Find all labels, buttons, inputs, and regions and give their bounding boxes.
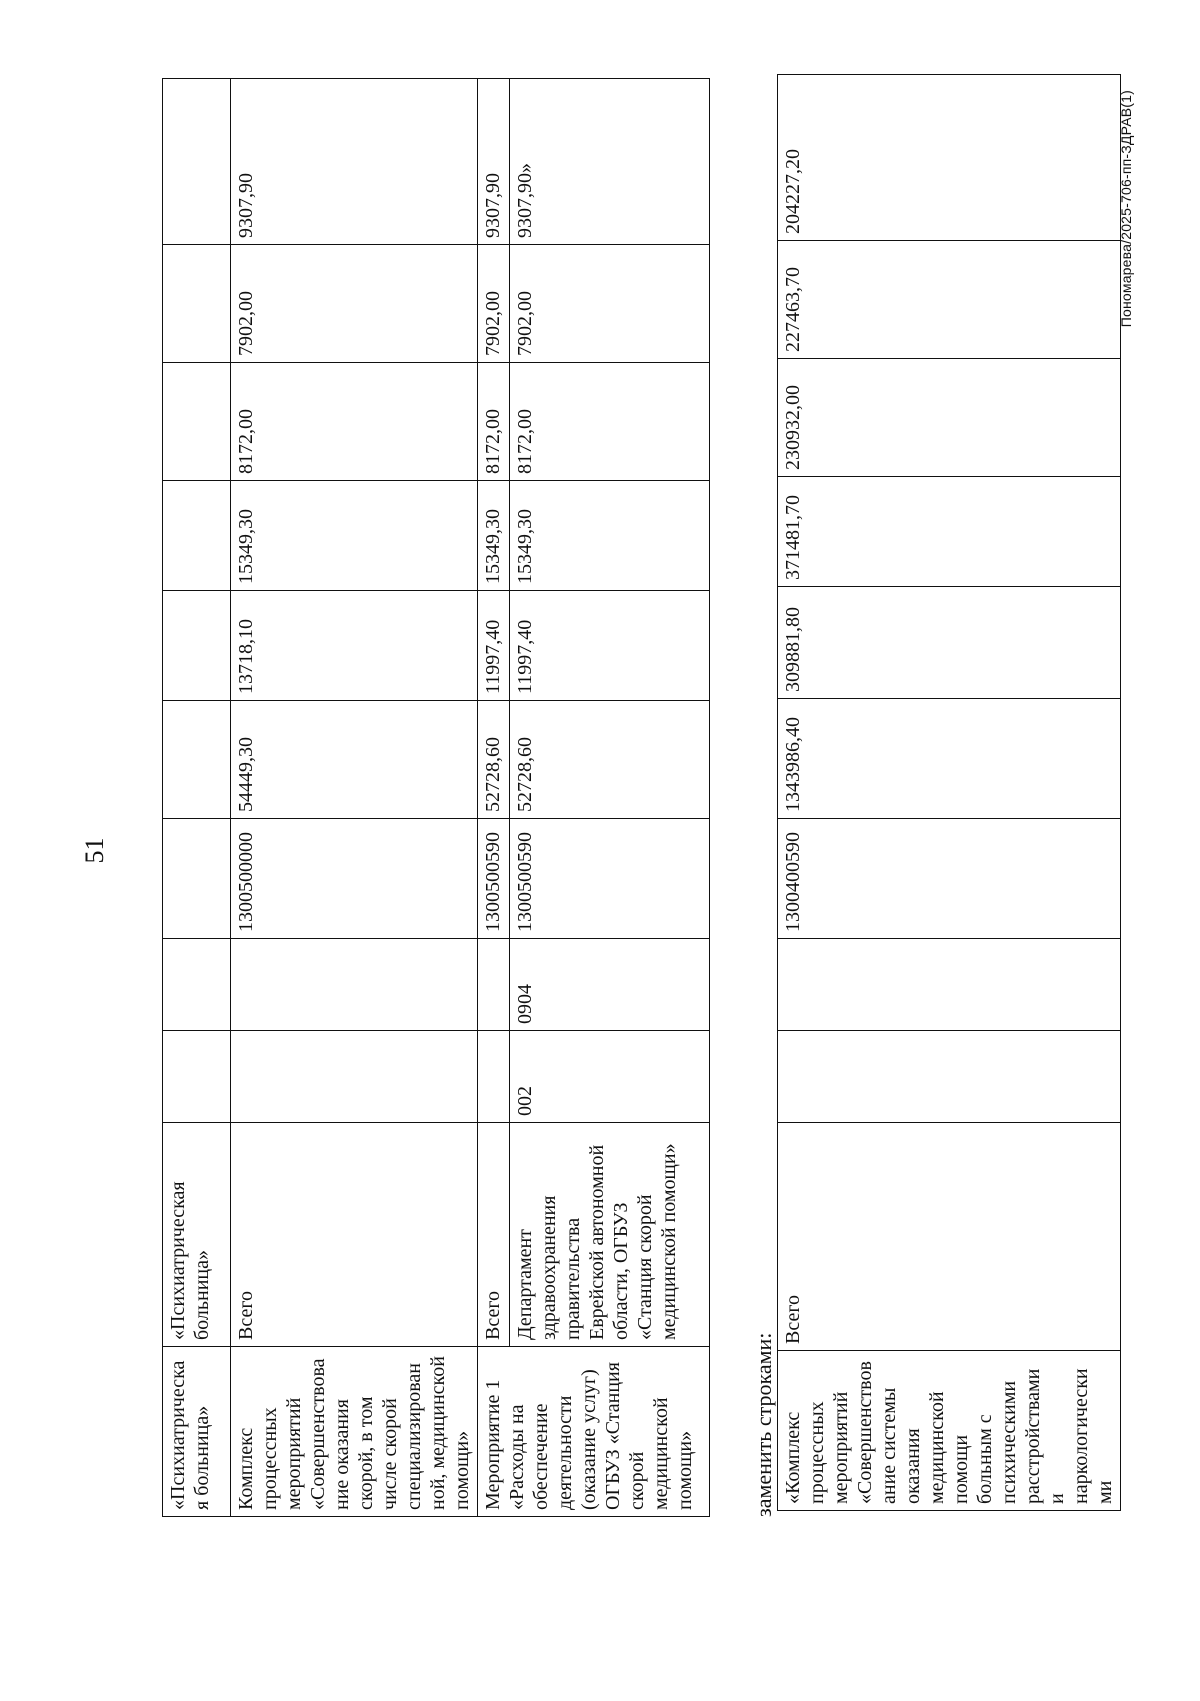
document-footer-code: Пономарева/2025-706-пп-ЗДРАВ(1) (1118, 90, 1134, 328)
year-value-cell: 7902,00 (231, 245, 478, 363)
year-value-cell: 7902,00 (478, 245, 510, 363)
year-value-cell: 8172,00 (231, 363, 478, 481)
grbs-cell: 002 (510, 1031, 710, 1123)
table-row (163, 79, 231, 1517)
year-value-cell: 11997,40 (478, 591, 510, 701)
year-value-cell: 9307,90 (231, 79, 478, 245)
year-value-cell: 11997,40 (510, 591, 710, 701)
year-value-cell: 15349,30 (510, 481, 710, 591)
grbs-cell (231, 1031, 478, 1123)
year-value-cell: 8172,00 (478, 363, 510, 481)
csr-cell: 1300400590 (778, 819, 1121, 939)
rzpr-cell (478, 939, 510, 1031)
program-name-cell: «Психиатрическая больница» (163, 1347, 231, 1517)
csr-cell: 1300500590 (478, 819, 510, 939)
total-cell: 52728,60 (510, 701, 710, 819)
program-name-cell: «Комплекс процессных мероприятий «Совершенствование системы оказания медицинской помощи больным с психическими расстройствами и наркологическими (778, 1351, 1121, 1511)
year-value-cell (163, 245, 231, 363)
year-value-cell: 15349,30 (478, 481, 510, 591)
year-value-cell: 7902,00 (510, 245, 710, 363)
table-row (778, 75, 1121, 1511)
year-value-cell: 15349,30 (231, 481, 478, 591)
total-cell (163, 701, 231, 819)
year-value-cell: 204227,20 (778, 75, 1121, 241)
year-value-cell: 9307,90» (510, 79, 710, 245)
year-value-cell: 227463,70 (778, 241, 1121, 359)
executor-cell: Всего (231, 1123, 478, 1347)
year-value-cell (163, 79, 231, 245)
executor-cell: Департамент здравоохранения правительства Еврейской автономной области, ОГБУЗ «Станция скорой медицинской помощи» (510, 1123, 710, 1347)
rzpr-cell (163, 939, 231, 1031)
replace-with-rows-label: заменить строками: (751, 1332, 776, 1517)
year-value-cell: 371481,70 (778, 477, 1121, 587)
grbs-cell (478, 1031, 510, 1123)
total-cell: 52728,60 (478, 701, 510, 819)
grbs-cell (778, 1031, 1121, 1123)
budget-table-bottom (777, 74, 1121, 1511)
page-number: 51 (80, 837, 109, 864)
csr-cell: 1300500590 (510, 819, 710, 939)
executor-cell: Всего (478, 1123, 510, 1347)
budget-table-top (162, 78, 710, 1517)
program-name-cell: Комплекс процессных мероприятий «Совершенствование оказания скорой, в том числе скорой специализированной, медицинской помощи» (231, 1347, 478, 1517)
year-value-cell (163, 591, 231, 701)
total-cell: 1343986,40 (778, 699, 1121, 819)
year-value-cell: 309881,80 (778, 587, 1121, 699)
csr-cell: 1300500000 (231, 819, 478, 939)
year-value-cell: 9307,90 (478, 79, 510, 245)
csr-cell (163, 819, 231, 939)
table-row (478, 79, 510, 1517)
year-value-cell: 13718,10 (231, 591, 478, 701)
year-value-cell: 8172,00 (510, 363, 710, 481)
grbs-cell (163, 1031, 231, 1123)
total-cell: 54449,30 (231, 701, 478, 819)
table-row (510, 79, 710, 1517)
table-row (231, 79, 478, 1517)
year-value-cell (163, 363, 231, 481)
executor-cell: «Психиатрическая больница» (163, 1123, 231, 1347)
rzpr-cell (231, 939, 478, 1031)
year-value-cell: 230932,00 (778, 359, 1121, 477)
rzpr-cell (778, 939, 1121, 1031)
program-name-cell: Мероприятие 1 «Расходы на обеспечение деятельности (оказание услуг) ОГБУЗ «Станция скорой медицинской помощи» (478, 1347, 710, 1517)
rzpr-cell: 0904 (510, 939, 710, 1031)
executor-cell: Всего (778, 1123, 1121, 1351)
year-value-cell (163, 481, 231, 591)
